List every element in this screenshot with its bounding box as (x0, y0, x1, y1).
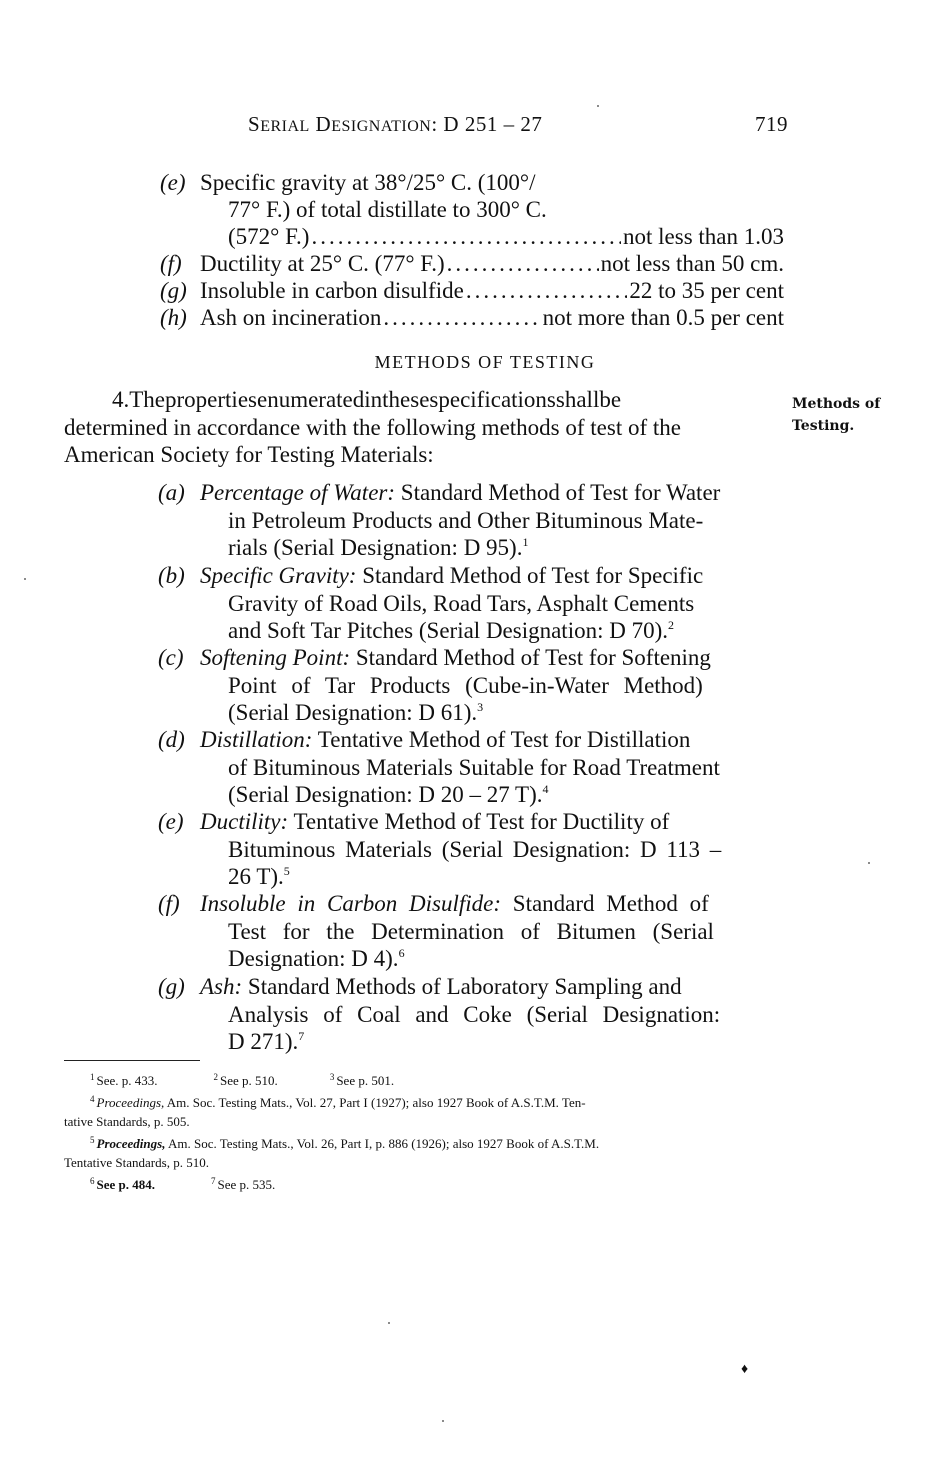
method-title: Softening Point: (200, 645, 351, 670)
method-text: Gravity of Road Oils, Road Tars, Asphalt Cements (228, 590, 695, 616)
requirement-lead: Ductility at 25° C. (77° F.) (200, 251, 445, 276)
margin-note (792, 393, 880, 437)
footnote-ref: 5 (283, 864, 290, 878)
method-text: Standard Method of Test for Specific (356, 563, 704, 588)
method-title: Distillation: (200, 727, 313, 752)
footnote-ref: 2 (668, 618, 674, 632)
requirement-f (160, 250, 784, 277)
requirement-text: Specific gravity at 38°/25° C. (100°/ (200, 170, 536, 195)
method-text: Standard Method of (501, 891, 709, 916)
paragraph-line: American Society for Testing Materials: (64, 442, 434, 467)
method-body (200, 644, 784, 727)
method-body (200, 808, 784, 891)
method-title: Insoluble in Carbon Disulfide: (200, 891, 502, 916)
requirement-lead: Insoluble in carbon disulfide (200, 278, 464, 303)
footnote-row: $^1$ See. p. 433. $^2$ See p. 510. $^3$ See p. 501. (90, 1072, 395, 1088)
margin-note-line: Methods of (792, 396, 881, 412)
requirement-h (160, 304, 784, 331)
method-text: rials (Serial Designation: D 95). (228, 535, 523, 560)
method-label: (b) (158, 563, 185, 588)
dot-leader (466, 277, 628, 304)
serial-designation: SERIAL DESIGNATION: D 251 – 27 (248, 112, 543, 136)
requirement-value: 22 to 35 per cent (629, 278, 784, 303)
footnote-3: See p. 501. (336, 1073, 395, 1088)
footnote-6: See p. 484. (96, 1177, 155, 1192)
method-text: Bituminous Materials (Serial Designation: D 113 – (228, 836, 722, 862)
scan-speck (868, 862, 870, 864)
method-title: Ash: (200, 974, 243, 999)
method-text: of Bituminous Materials Suitable for Road Treatment (228, 754, 720, 780)
requirement-label: (g) (160, 278, 187, 303)
footnote-2: See p. 510. (220, 1073, 278, 1088)
method-body (200, 726, 784, 809)
footnote-ref: 6 (398, 946, 405, 960)
paragraph-line: determined in accordance with the following methods of test of the (64, 414, 681, 440)
method-body (200, 973, 784, 1056)
requirement-value-row (200, 277, 784, 304)
margin-note-line: Testing. (792, 418, 855, 434)
requirement-value-row (228, 223, 784, 250)
method-title: Percentage of Water: (200, 480, 396, 505)
method-text: Designation: D 4). (228, 946, 399, 971)
footnote-ref: 7 (298, 1029, 305, 1043)
method-label: (g) (158, 974, 185, 999)
method-label: (c) (158, 645, 184, 670)
requirement-e (160, 169, 784, 250)
method-body (200, 479, 784, 562)
requirement-label: (h) (160, 305, 187, 330)
requirement-label: (e) (160, 170, 186, 195)
footnote-ref: 3 (477, 700, 484, 714)
diamond-ornament-icon: ♦ (741, 1362, 749, 1377)
footnote-row: $^6$ See p. 484. $^7$ See p. 535. (90, 1176, 276, 1192)
page-number: 719 (755, 112, 788, 136)
requirement-lead: (572° F.) (228, 224, 310, 249)
dot-leader (383, 304, 540, 331)
method-label: (d) (158, 727, 185, 752)
method-title: Ductility: (200, 809, 289, 834)
dot-leader (311, 223, 621, 250)
scan-speck (597, 105, 599, 107)
method-label: (a) (158, 480, 185, 505)
requirement-label: (f) (160, 251, 182, 276)
section-title: METHODS OF TESTING (374, 352, 596, 372)
method-text: in Petroleum Products and Other Bituminous Mate- (228, 507, 704, 533)
method-label: (f) (158, 891, 180, 916)
method-text: D 271). (228, 1029, 299, 1054)
method-text: Tentative Method of Test for Distillation (312, 727, 691, 752)
method-text: Test for the Determination of Bitumen (Serial (228, 918, 714, 944)
footnote-4: $^4$ Proceedings, Am. Soc. Testing Mats., Vol. 27, Part I (1927); also 1927 Book of A.S.T.M. Ten- (90, 1094, 586, 1110)
footnote-4-cont: tative Standards, p. 505. (64, 1114, 190, 1129)
scan-speck (388, 1322, 390, 1324)
paragraph-line: 4.Thepropertiesenumeratedinthesespecificationsshallbe (112, 387, 622, 412)
requirement-text: 77° F.) of total distillate to 300° C. (228, 197, 547, 222)
requirement-value-row (200, 304, 784, 331)
method-text: Standard Method of Test for Softening (350, 645, 711, 670)
requirement-g (160, 277, 784, 304)
method-body (200, 562, 784, 645)
method-text: (Serial Designation: D 61). (228, 700, 478, 725)
method-text: Tentative Method of Test for Ductility of (288, 809, 670, 834)
method-body (200, 890, 784, 973)
method-text: (Serial Designation: D 20 – 27 T). (228, 782, 543, 807)
method-text: 26 T). (228, 864, 284, 889)
requirement-value: not less than 50 cm. (600, 251, 784, 276)
method-title: Specific Gravity: (200, 563, 357, 588)
footnote-1: See. p. 433. (96, 1073, 158, 1088)
method-label: (e) (158, 809, 184, 834)
footnote-rule (64, 1060, 200, 1061)
requirement-value: not less than 1.03 (623, 224, 784, 249)
footnote-7: See p. 535. (217, 1177, 276, 1192)
scan-speck (24, 578, 26, 580)
requirement-value: not more than 0.5 per cent (542, 305, 784, 330)
method-text: and Soft Tar Pitches (Serial Designation: D 70). (228, 618, 668, 643)
method-text: Point of Tar Products (Cube-in-Water Method) (228, 672, 703, 698)
scan-speck (442, 1420, 444, 1422)
dot-leader (447, 250, 599, 277)
footnote-5-cont: Tentative Standards, p. 510. (64, 1155, 209, 1170)
paragraph-4 (64, 386, 784, 469)
method-text: Standard Method of Test for Water (395, 480, 721, 505)
footnote-ref: 4 (542, 782, 549, 796)
method-text: Standard Methods of Laboratory Sampling and (242, 974, 682, 999)
footnote-ref: 1 (522, 535, 529, 549)
requirement-value-row (200, 250, 784, 277)
footnote-5: $^5$ Proceedings, Am. Soc. Testing Mats., Vol. 26, Part I, p. 886 (1926); also 1927 Book of A.S.T.M. (90, 1135, 600, 1151)
requirement-lead: Ash on incineration (200, 305, 382, 330)
footnotes (64, 1068, 786, 1194)
method-text: Analysis of Coal and Coke (Serial Designation: (228, 1001, 721, 1027)
